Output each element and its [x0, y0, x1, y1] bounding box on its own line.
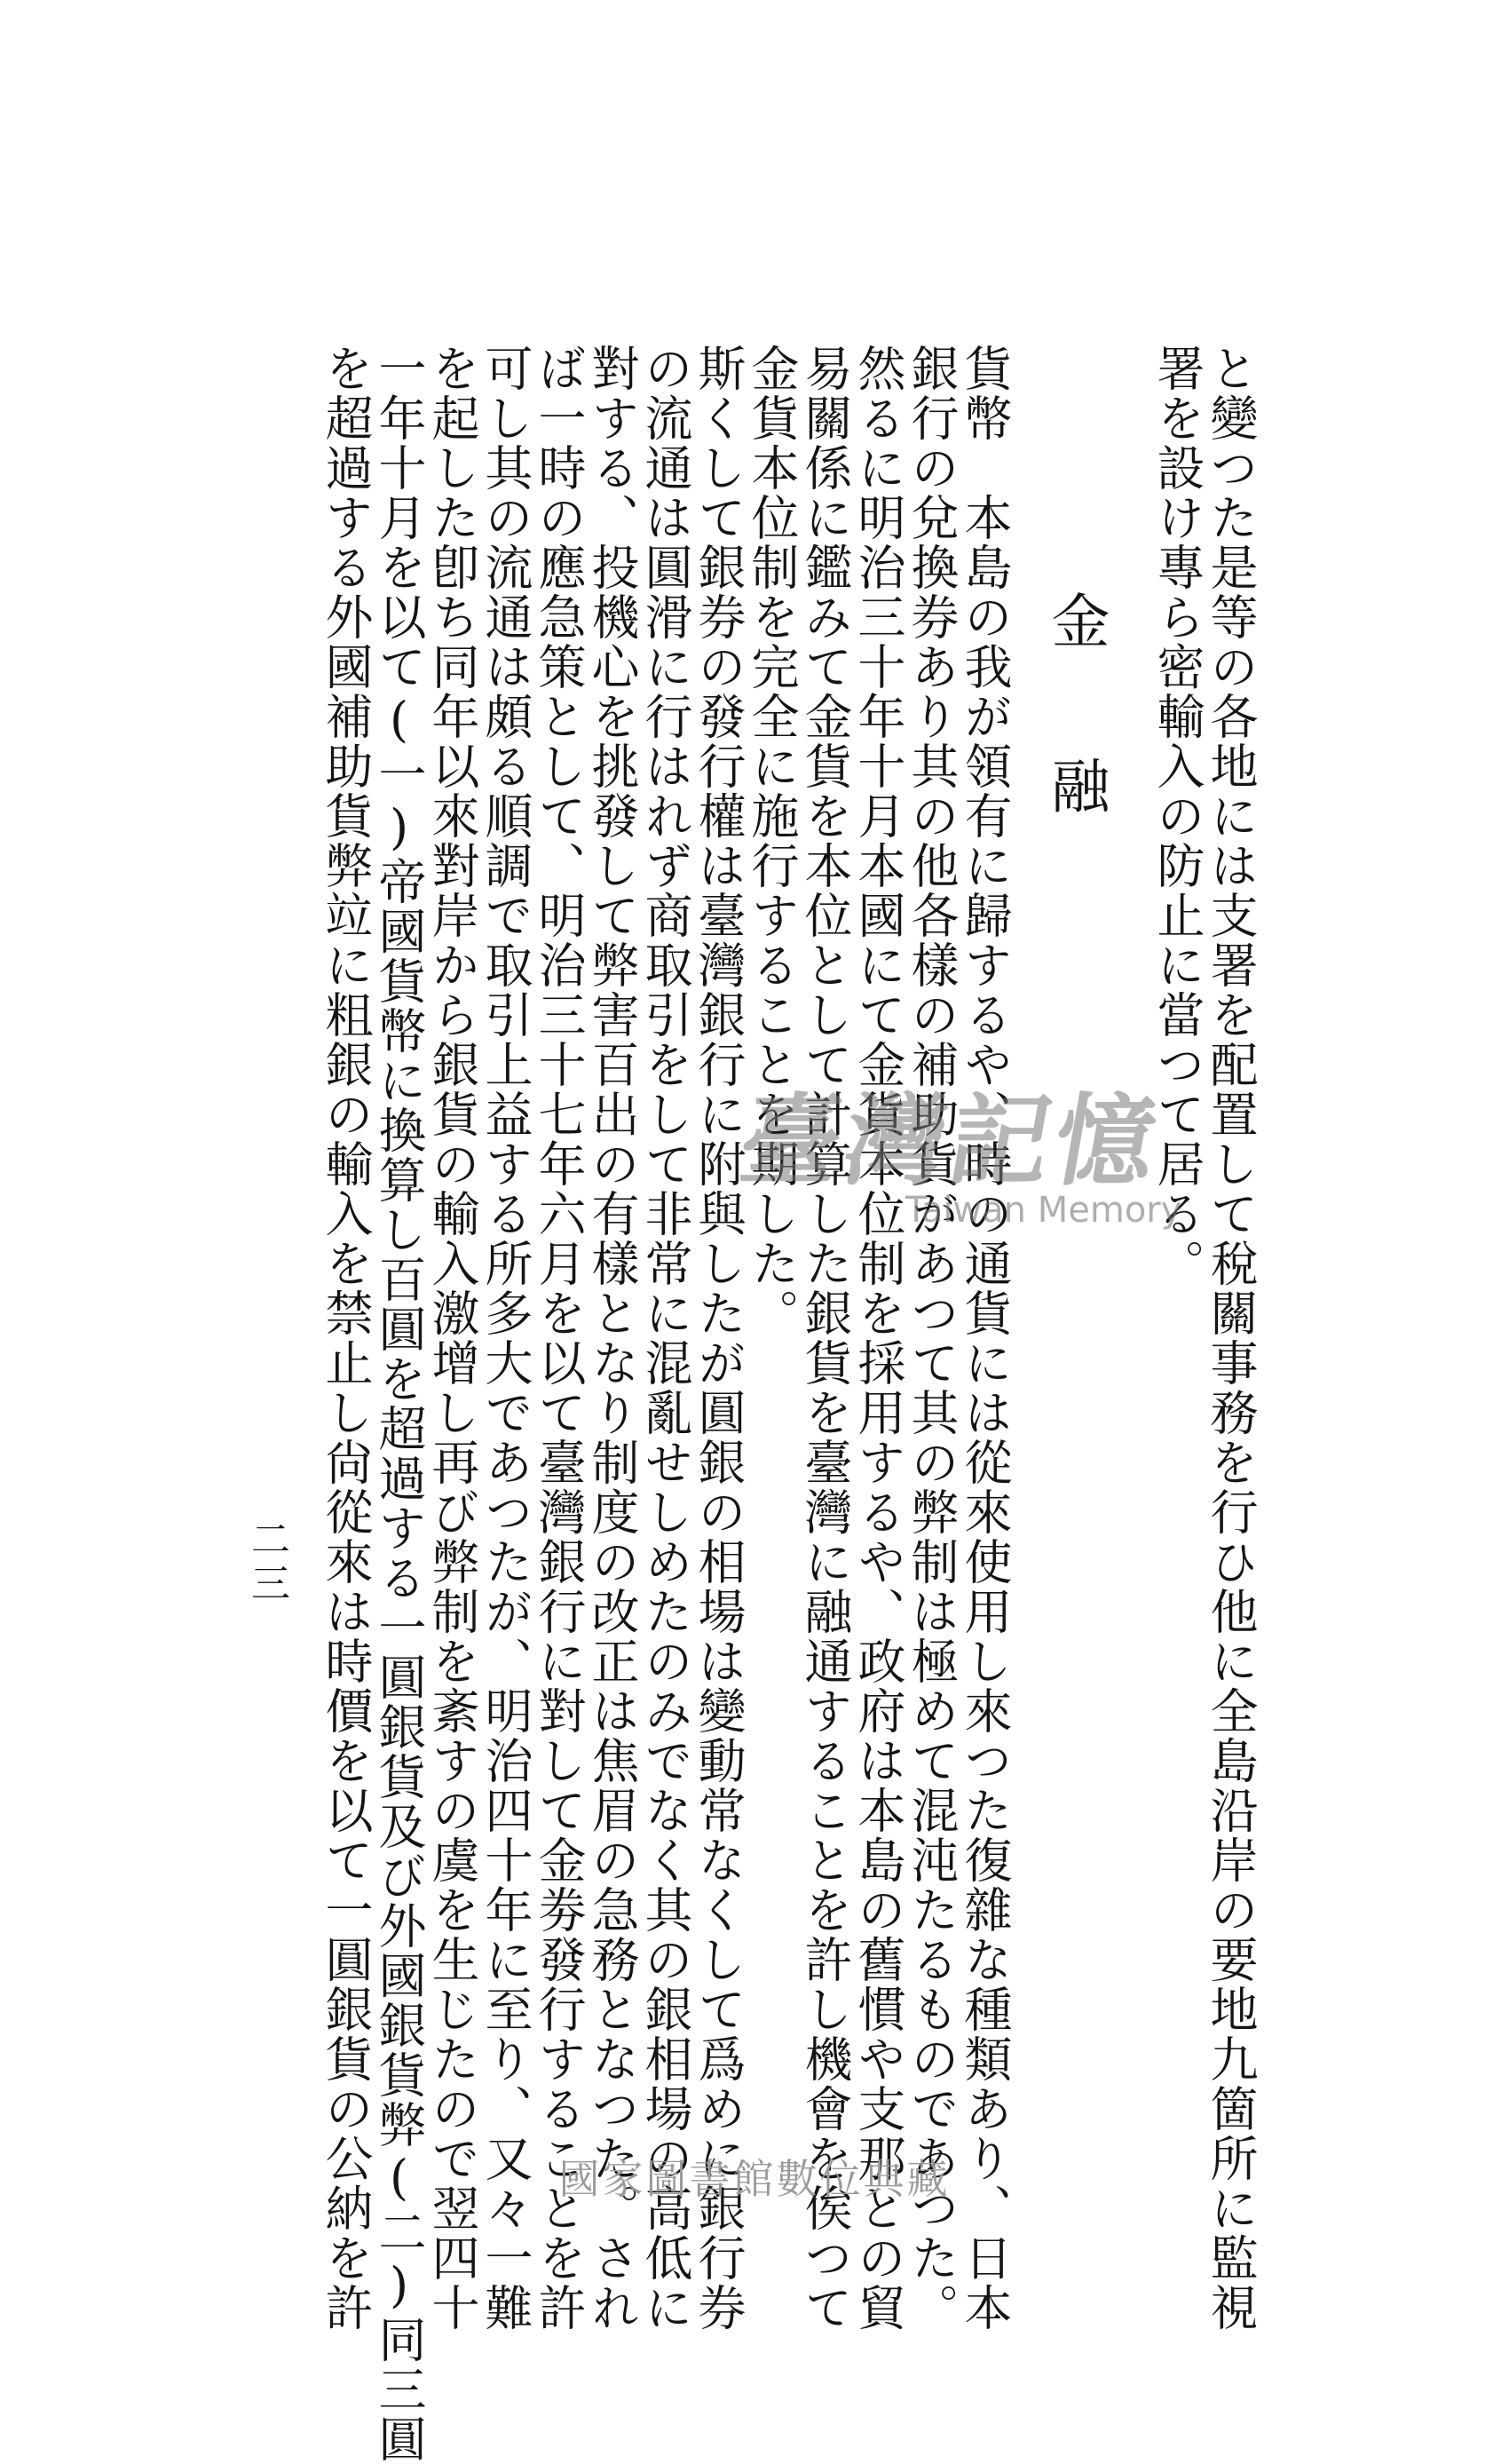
footer-credit: 國家圖書館數位典藏	[558, 2155, 951, 2203]
text-line-5: 然るに明治三十年十月本國にて金貨本位制を採用するや、政府は本島の舊慣や支那との貿	[850, 344, 906, 2333]
text-line-4: 銀行の兌換券あり其の他各樣の補助貨があつて其の弊制は極めて混沌たるものであつた。	[904, 344, 960, 2333]
text-line-3: 貨幣 本島の我が領有に歸するや、時の通貨には從來使用し來つた復雜な種類あり、日本	[957, 344, 1013, 2333]
text-line-6: 易關係に鑑みて金貨を本位として計算した銀貨を臺灣に融通することを許し機會を俟つて	[797, 344, 853, 2333]
text-line-7: 金貨本位制を完全に施行することを期した。	[744, 344, 800, 1338]
text-line-1: と變つた是等の各地には支署を配置して稅關事務を行ひ他に全島沿岸の要地九箇所に監視	[1203, 344, 1259, 2333]
watermark-subtitle: Taiwan Memory	[905, 1190, 1182, 1231]
page-number: 二三	[244, 1518, 289, 1607]
text-line-11: ば一時の應急策として、明治三十七年六月を以て臺灣銀行に對して金劵發行することを許	[531, 344, 587, 2333]
text-line-9: の流通は圓滑に行はれず商取引をして非常に混亂せしめたのみでなく其の銀相場の高低に	[637, 344, 693, 2333]
watermark-chars: 臺灣記憶	[731, 1083, 1171, 1200]
text-line-13: を起した卽ち同年以來對岸から銀貨の輸入激增し再び弊制を紊すの虞を生じたので翌四十	[424, 344, 480, 2333]
text-line-14: 一年十月を以て(一)帝國貨幣に換算し百圓を超過する一圓銀貨及び外國銀貨弊(二)同三圓	[371, 344, 427, 2464]
text-line-10: 對する、投機心を挑發して弊害百出の有樣となり制度の改正は焦眉の急務となつた。され	[584, 344, 640, 2333]
text-line-8: 斯くして銀券の發行權は臺灣銀行に附與したが圓銀の相場は變動常なくして爲めに銀行券	[691, 344, 747, 2333]
section-heading: 金融	[1041, 590, 1110, 921]
text-line-15: を超過する外國補助貨弊竝に粗銀の輸入を禁止し尙從來は時價を以て一圓銀貨の公納を許	[318, 344, 374, 2333]
text-line-12: 可し其の流通は頗る順調で取引上益する所多大であつたが、明治四十年に至り、又々一難	[478, 344, 533, 2333]
text-line-2: 署を設け專ら密輸入の防止に當つて居る。	[1150, 344, 1205, 1288]
